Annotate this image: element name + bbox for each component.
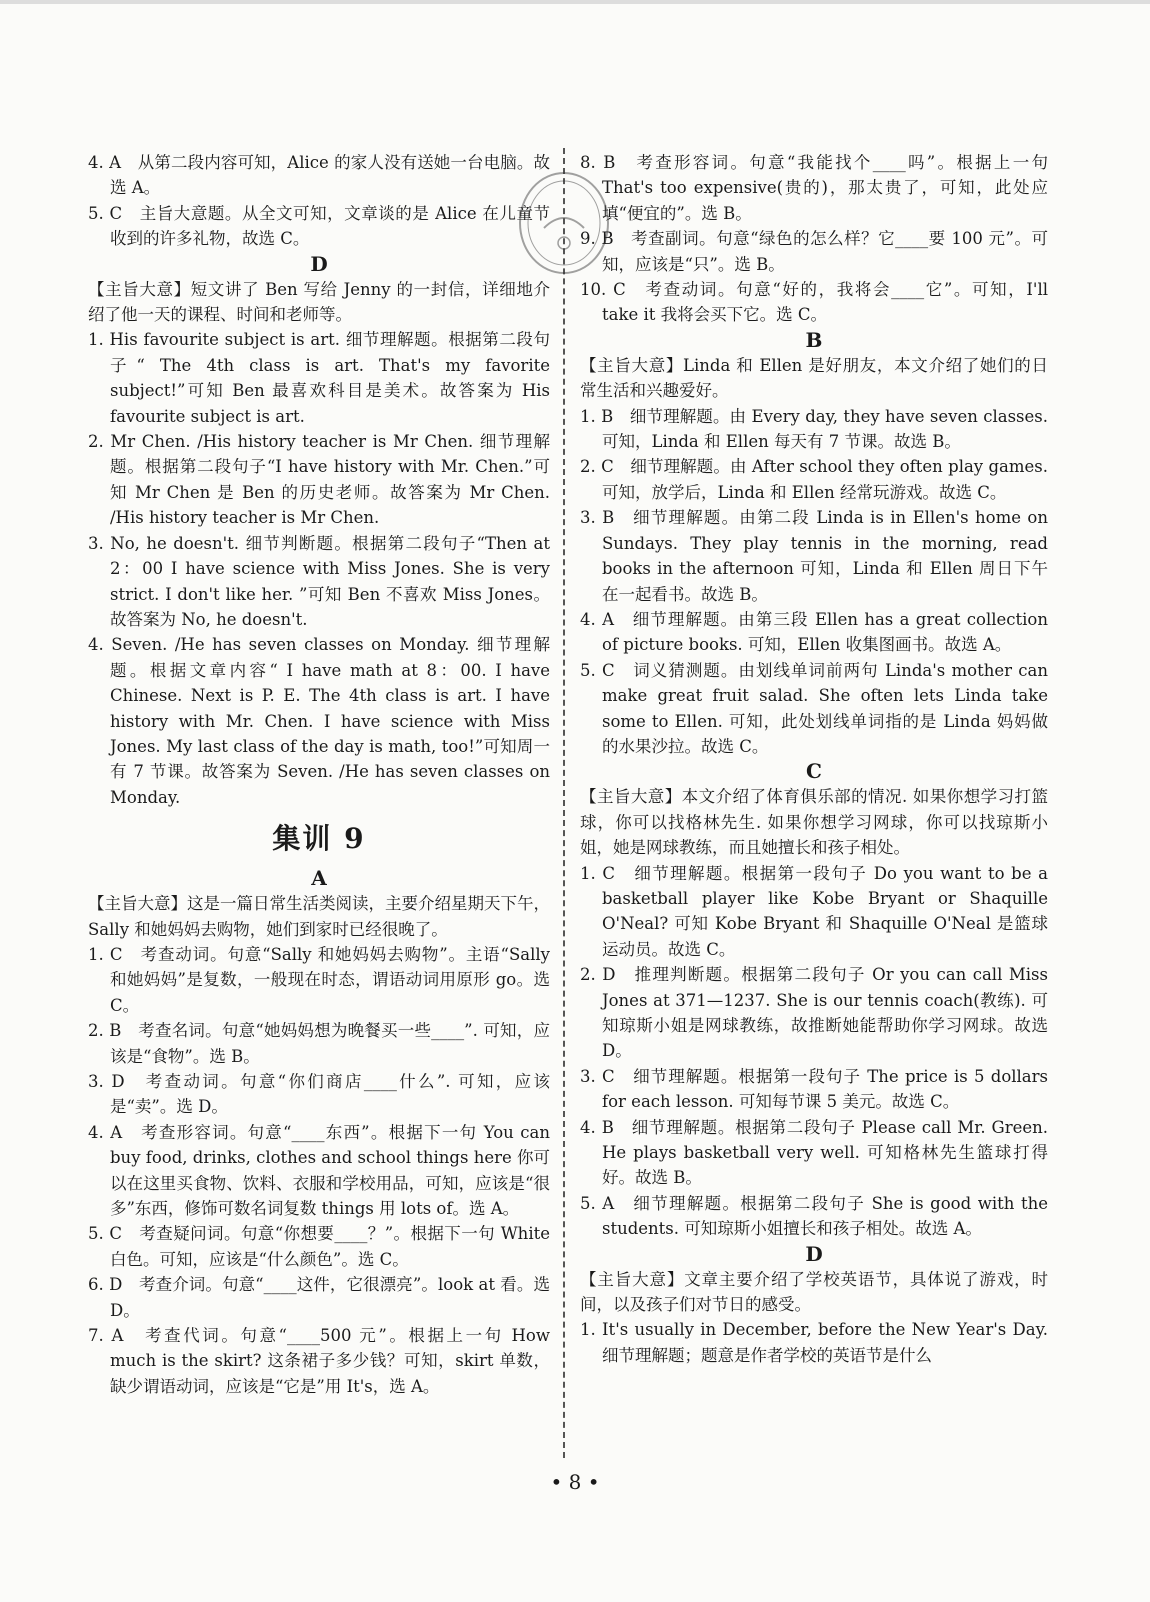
answer-item: 5. C 主旨大意题。从全文可知，文章谈的是 Alice 在儿童节收到的许多礼物，故选 C。 [88,203,550,249]
summary-paragraph: 【主旨大意】本文介绍了体育俱乐部的情况. 如果你想学习打篮球，你可以找格林先生. 如果你想学习网球，你可以找琼斯小姐，她是网球教练，而且她擅长和孩子相处。 [580,787,1048,858]
answer-item: 4. A 考查形容词。句意“____东西”。根据下一句 You can buy food, drinks, clothes and school things here 你可以在这里买食物、饮料、衣服和学校用品，可知，应该是“很多”东西，修饰可数名词复数 things 用 lots of。选 A。 [88,1122,550,1219]
page-top-edge [0,0,1150,4]
answer-item: 4. A 细节理解题。由第三段 Ellen has a great collection of picture books. 可知，Ellen 收集图画书。故选 A。 [580,609,1048,655]
summary-paragraph: 【主旨大意】文章主要介绍了学校英语节，具体说了游戏，时间，以及孩子们对节日的感受。 [580,1269,1048,1315]
section-heading: C [806,759,822,784]
answer-item: 9. B 考查副词。句意“绿色的怎么样？它____要 100 元”。可知，应该是“只”。选 B。 [580,229,1048,274]
right-column [580,150,1048,1368]
answer-item: 2. Mr Chen. /His history teacher is Mr Chen. 细节理解题。根据第二段句子“I have history with Mr. Chen.”可知 Mr Chen 是 Ben 的历史老师。故答案为 Mr Chen. /His history teacher is Mr Chen. [88,432,550,528]
answer-item: 1. C 考查动词。句意“Sally 和她妈妈去购物”。主语“Sally 和她妈妈”是复数，一般现在时态，谓语动词用原形 go。选 C。 [88,944,550,1015]
set-title: 集训 9 [272,822,366,856]
answer-item: 5. C 词义猜测题。由划线单词前两句 Linda's mother can make great fruit salad. She often lets Linda take some to Ellen. 可知，此处划线单词指的是 Linda 妈妈做的水果沙拉。故选 C。 [580,660,1048,756]
answer-item: 5. A 细节理解题。根据第二段句子 She is good with the students. 可知琼斯小姐擅长和孩子相处。故选 A。 [580,1193,1048,1239]
answer-item: 1. It's usually in December, before the New Year's Day. 细节理解题；题意是作者学校的英语节是什么 [580,1320,1048,1365]
answer-item: 5. C 考查疑问词。句意“你想要____？”。根据下一句 White 白色。可知，应该是“什么颜色”。选 C。 [88,1224,550,1269]
column-divider [563,148,565,1458]
summary-paragraph: 【主旨大意】这是一篇日常生活类阅读，主要介绍星期天下午，Sally 和她妈妈去购物，她们到家时已经很晚了。 [88,894,550,939]
summary-paragraph: 【主旨大意】短文讲了 Ben 写给 Jenny 的一封信，详细地介绍了他一天的课程、时间和老师等。 [88,279,550,325]
answer-item: 10. C 考查动词。句意“好的，我将会____它”。可知，I'll take it 我将会买下它。选 C。 [580,280,1048,325]
watermark-stamp [514,168,614,278]
answer-item: 3. C 细节理解题。根据第一段句子 The price is 5 dollars for each lesson. 可知每节课 5 美元。故选 C。 [580,1066,1048,1112]
answer-item: 3. No, he doesn't. 细节判断题。根据第二段句子“Then at 2：00 I have science with Miss Jones. She is very strict. I don't like her. ”可知 Ben 不喜欢 Miss Jones。故答案为 No, he doesn't. [88,533,550,629]
answer-item: 6. D 考查介词。句意“____这件，它很漂亮”。look at 看。选 D。 [88,1275,550,1320]
answer-item: 1. C 细节理解题。根据第一段句子 Do you want to be a basketball player like Kobe Bryant or Shaquille O'Neal? 可知 Kobe Bryant 和 Shaquille O'Neal 是篮球运动员。故选 C。 [580,863,1048,959]
left-column [88,150,550,1399]
section-heading: D [310,251,328,276]
answer-item: 4. Seven. /He has seven classes on Monday. 细节理解题。根据文章内容“ I have math at 8：00. I have Chinese. Next is P. E. The 4th class is art. I have history with Mr. Chen. I have science with Miss Jones. My last class of the day is math, too!”可知周一有 7 节课。故答案为 Seven. /He has seven classes on Monday. [88,635,550,807]
section-heading: B [805,327,823,352]
answer-item: 8. B 考查形容词。句意“我能找个____吗”。根据上一句 That's too expensive(贵的)，那太贵了，可知，此处应填“便宜的”。选 B。 [580,153,1048,223]
answer-item: 3. D 考查动词。句意“你们商店____什么”. 可知，应该是“卖”。选 D。 [88,1072,550,1117]
answer-item: 2. B 考查名词。句意“她妈妈想为晚餐买一些____”. 可知，应该是“食物”。选 B。 [88,1021,550,1066]
answer-item: 2. C 细节理解题。由 After school they often play games. 可知，放学后，Linda 和 Ellen 经常玩游戏。故选 C。 [580,457,1048,502]
answer-item: 1. B 细节理解题。由 Every day, they have seven classes. 可知，Linda 和 Ellen 每天有 7 节课。故选 B。 [580,406,1048,452]
section-heading: D [805,1241,823,1266]
answer-item: 4. B 细节理解题。根据第二段句子 Please call Mr. Green. He plays basketball very well. 可知格林先生篮球打得好。故选 B。 [580,1117,1048,1188]
answer-item: 4. A 从第二段内容可知，Alice 的家人没有送她一台电脑。故选 A。 [88,153,550,198]
page-number: • 8 • [550,1470,600,1494]
answer-item: 7. A 考查代词。句意“____500 元”。根据上一句 How much is the skirt? 这条裙子多少钱？可知，skirt 单数，缺少谓语动词，应该是“它是”用 It's，选 A。 [88,1326,550,1396]
section-heading: A [311,866,327,891]
summary-paragraph: 【主旨大意】Linda 和 Ellen 是好朋友，本文介绍了她们的日常生活和兴趣爱好。 [580,355,1048,401]
answer-item: 3. B 细节理解题。由第二段 Linda is in Ellen's home on Sundays. They play tennis in the morning, read books in the afternoon 可知，Linda 和 Ellen 周日下午在一起看书。故选 B。 [580,508,1048,604]
answer-item: 2. D 推理判断题。根据第二段句子 Or you can call Miss Jones at 371—1237. She is our tennis coach(教练). 可知琼斯小姐是网球教练，故推断她能帮助你学习网球。故选 D。 [580,965,1048,1061]
answer-item: 1. His favourite subject is art. 细节理解题。根据第二段句子“ The 4th class is art. That's my favorite subject!”可知 Ben 最喜欢科目是美术。故答案为 His favourite subject is art. [88,330,550,426]
